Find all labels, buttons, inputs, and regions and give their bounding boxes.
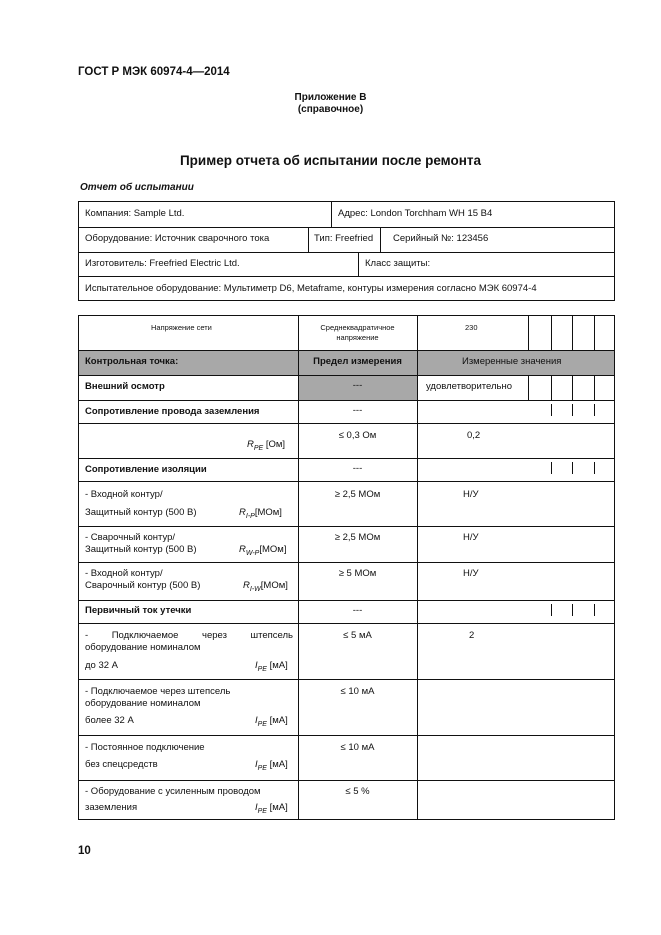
ins2-limit: ≥ 2,5 МОм bbox=[334, 532, 381, 543]
report-label: Отчет об испытании bbox=[80, 182, 194, 193]
ground-res-label: Сопротивление провода заземления bbox=[85, 406, 260, 417]
l1-line-a: - Подключаемое через штепсель bbox=[85, 630, 293, 641]
info-box bbox=[78, 201, 615, 301]
manufacturer-field: Изготовитель: Freefried Electric Ltd. bbox=[85, 258, 240, 269]
l3-limit: ≤ 10 мА bbox=[340, 742, 375, 753]
l4-symbol: $I_{PE}$ [мА] bbox=[255, 802, 288, 815]
address-field: Адрес: London Torchham WH 15 B4 bbox=[338, 208, 493, 219]
page-title: Пример отчета об испытании после ремонта bbox=[179, 153, 482, 168]
ins1-line-a: - Входной контур/ bbox=[85, 489, 163, 500]
l2-limit: ≤ 10 мА bbox=[340, 686, 375, 697]
ins2-value: Н/У bbox=[463, 532, 479, 543]
type-field: Тип: Freefried bbox=[314, 233, 374, 244]
l4-line-b: заземления bbox=[85, 802, 138, 813]
voltage-label: Напряжение сети bbox=[151, 323, 212, 332]
col-checkpoint: Контрольная точка: bbox=[85, 356, 179, 367]
l1-value: 2 bbox=[469, 630, 475, 641]
visual-result: удовлетворительно bbox=[426, 381, 513, 392]
ins3-line-b: Сварочный контур (500 В) bbox=[85, 580, 201, 591]
equipment-field: Оборудование: Источник сварочного тока bbox=[85, 233, 270, 244]
l3-line-a: - Постоянное подключение bbox=[85, 742, 205, 753]
ins1-limit: ≥ 2,5 МОм bbox=[334, 489, 381, 500]
ground-res-dash: --- bbox=[352, 405, 363, 416]
ins1-value: Н/У bbox=[463, 489, 479, 500]
l2-symbol: $I_{PE}$ [мА] bbox=[255, 715, 288, 728]
l3-line-b: без спецсредств bbox=[85, 759, 158, 770]
leak-label: Первичный ток утечки bbox=[85, 605, 192, 616]
l1-line-c: до 32 А bbox=[85, 660, 119, 671]
l4-limit: ≤ 5 % bbox=[345, 786, 370, 797]
standard-number: ГОСТ Р МЭК 60974-4—2014 bbox=[78, 66, 230, 78]
results-table bbox=[78, 315, 615, 820]
leak-dash: --- bbox=[352, 605, 363, 616]
rpe-symbol: $R_{PE}$ [Ом] bbox=[247, 439, 286, 452]
ins1-line-b: Защитный контур (500 В) bbox=[85, 507, 197, 518]
test-equipment-field: Испытательное оборудование: Мультиметр D6, Metaframe, контуры измерения согласно МЭК 60974-4 bbox=[85, 283, 537, 294]
rpe-limit: ≤ 0,3 Ом bbox=[338, 430, 377, 441]
page-number: 10 bbox=[78, 845, 91, 857]
l2-line-b: оборудование номиналом bbox=[85, 698, 201, 709]
ins3-symbol: $R_{I-W}[МОм]$ bbox=[243, 580, 288, 593]
appendix-heading bbox=[0, 92, 661, 116]
col-measured: Измеренные значения bbox=[462, 356, 562, 367]
company-field: Компания: Sample Ltd. bbox=[85, 208, 185, 219]
l1-limit: ≤ 5 мА bbox=[343, 630, 372, 641]
col-limit: Предел измерения bbox=[313, 356, 402, 367]
visual-limit: --- bbox=[352, 380, 363, 391]
serial-field: Серийный №: 123456 bbox=[393, 233, 489, 244]
l1-line-b: оборудование номиналом bbox=[85, 642, 201, 653]
ins3-limit: ≥ 5 МОм bbox=[338, 568, 377, 579]
ins2-symbol: $R_{W-P}[МОм]$ bbox=[239, 544, 287, 557]
insulation-label: Сопротивление изоляции bbox=[85, 464, 207, 475]
ins2-line-a: - Сварочный контур/ bbox=[85, 532, 176, 543]
rms-label: Среднеквадратичное напряжение bbox=[320, 323, 395, 342]
voltage-value: 230 bbox=[465, 323, 478, 332]
ins2-line-b: Защитный контур (500 В) bbox=[85, 544, 197, 555]
appendix-note: (справочное) bbox=[297, 104, 364, 115]
visual-label: Внешний осмотр bbox=[85, 381, 165, 392]
ins1-symbol: $R_{I-P}[МОм]$ bbox=[239, 507, 282, 520]
appendix-title: Приложение В bbox=[294, 92, 367, 103]
l4-line-a: - Оборудование с усиленным проводом bbox=[85, 786, 261, 797]
ins3-line-a: - Входной контур/ bbox=[85, 568, 163, 579]
l2-line-c: более 32 А bbox=[85, 715, 134, 726]
ins3-value: Н/У bbox=[463, 568, 479, 579]
l2-line-a: - Подключаемое через штепсель bbox=[85, 686, 231, 697]
l3-symbol: $I_{PE}$ [мА] bbox=[255, 759, 288, 772]
insulation-dash: --- bbox=[352, 463, 363, 474]
protection-class-field: Класс защиты: bbox=[365, 258, 431, 269]
l1-symbol: $I_{PE}$ [мА] bbox=[255, 660, 288, 673]
rpe-value: 0,2 bbox=[467, 430, 481, 441]
